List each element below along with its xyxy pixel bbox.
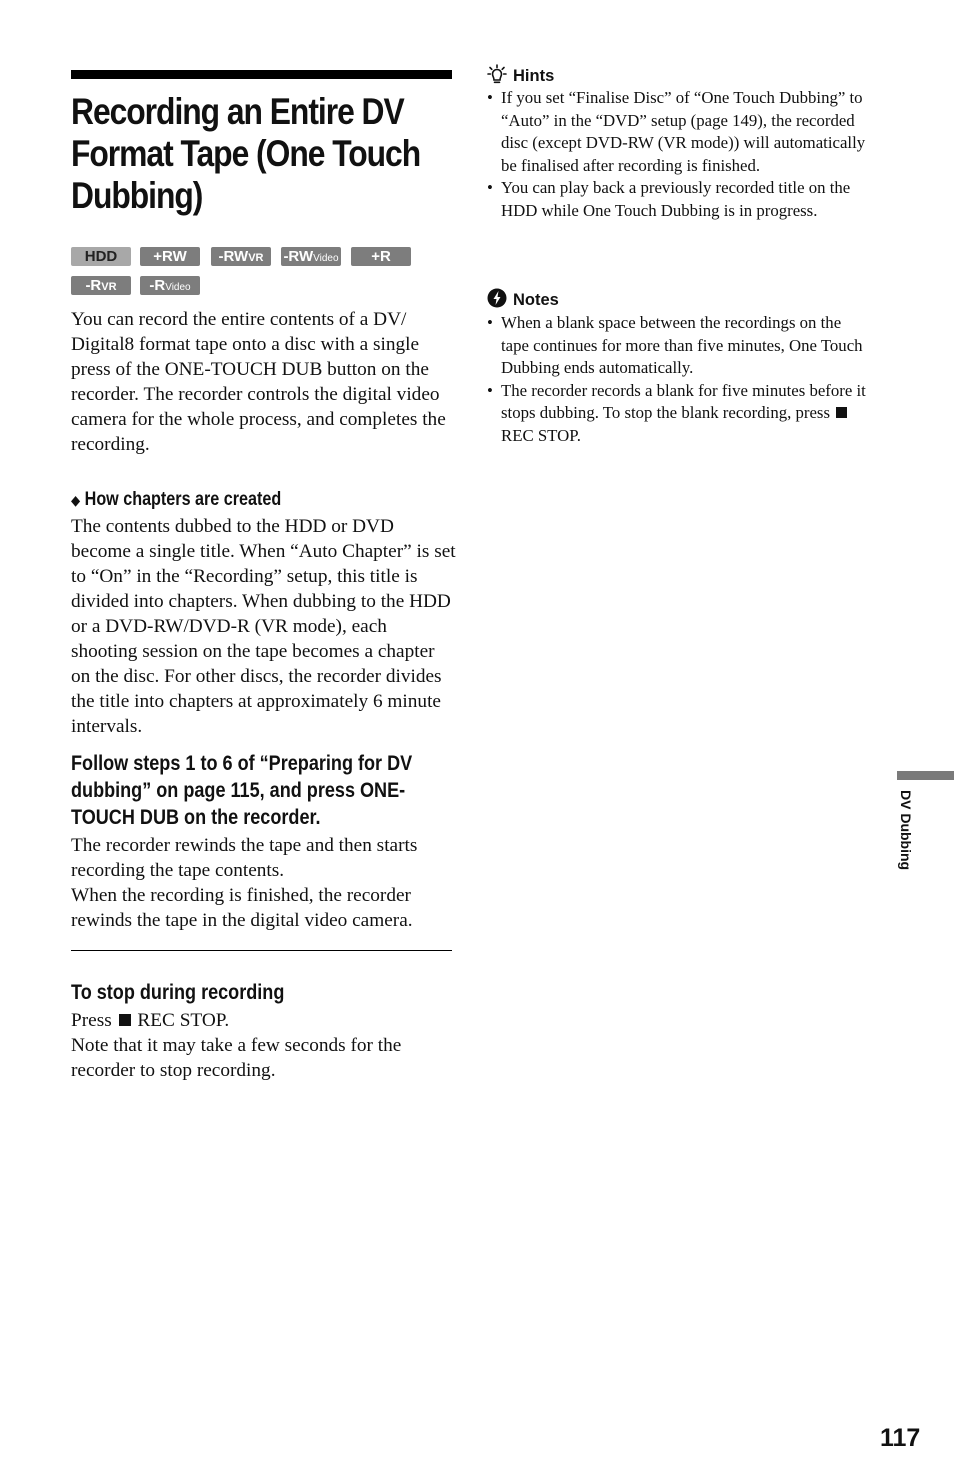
chapters-subheading: ◆ How chapters are created <box>71 489 282 510</box>
hints-list <box>487 87 867 222</box>
note-item: • The recorder records a blank for five minutes before it stops dubbing. To stop the blank recording, press REC STOP. <box>487 380 867 448</box>
stop-square-icon <box>836 407 847 418</box>
badge-minus-r-vr: -RVR <box>71 276 131 295</box>
step-body-line-1: The recorder rewinds the tape and then starts recording the tape contents. <box>71 835 418 881</box>
step-body-line-2: When the recording is finished, the recorder rewinds the tape in the digital video camera. <box>71 885 413 931</box>
hint-item: • If you set “Finalise Disc” of “One Touch Dubbing” to “Auto” in the “DVD” setup (page 149), the recorded disc (except DVD-RW (VR mode)) will automatically be finalised after recording is finished. <box>487 87 867 177</box>
intro-paragraph: You can record the entire contents of a DV/ Digital8 format tape onto a disc with a single press of the ONE-TOUCH DUB button on the recorder. The recorder controls the digital video camera for the whole process, and completes the recording. <box>71 309 446 455</box>
left-column <box>71 70 456 1081</box>
badge-minus-rw-video: -RWVideo <box>281 247 341 266</box>
diamond-icon: ◆ <box>71 492 81 508</box>
stop-note: Note that it may take a few seconds for the recorder to stop recording. <box>71 1035 402 1081</box>
stop-heading: To stop during recording <box>71 981 285 1004</box>
badge-minus-r-video: -RVideo <box>140 276 200 295</box>
step-body <box>71 833 456 933</box>
hints-heading: Hints <box>487 64 554 90</box>
notes-heading: Notes <box>487 288 559 314</box>
stop-body <box>71 1008 456 1083</box>
page-number: 117 <box>880 1424 921 1452</box>
notes-icon <box>487 288 507 314</box>
title-rule <box>71 70 452 79</box>
stop-instruction: Press REC STOP. <box>71 1010 230 1031</box>
badge-plus-rw: +RW <box>140 247 200 266</box>
section-divider <box>71 950 452 951</box>
badge-minus-rw-vr: -RWVR <box>211 247 271 266</box>
hint-item: • You can play back a previously recorded title on the HDD while One Touch Dubbing is in progress. <box>487 177 867 222</box>
chapters-paragraph: The contents dubbed to the HDD or DVD become a single title. When “Auto Chapter” is set to “On” in the “Recording” setup, this title is divided into chapters. When dubbing to the HDD or a DVD-RW/DVD-R (VR mode), each shooting session on the tape becomes a chapter on the disc. For other discs, the recorder divides the title into chapters at approximately 6 minute intervals. <box>71 516 456 737</box>
side-tab-label: DV Dubbing <box>898 790 914 871</box>
page-title: Recording an Entire DV Format Tape (One Touch Dubbing) <box>71 91 421 216</box>
note-item: • When a blank space between the recordings on the tape continues for more than five minutes, One Touch Dubbing ends automatically. <box>487 312 867 380</box>
side-tab-bar <box>897 771 954 780</box>
badge-plus-r: +R <box>351 247 411 266</box>
step-heading: Follow steps 1 to 6 of “Preparing for DV dubbing” on page 115, and press ONE-TOUCH DUB on the recorder. <box>71 752 413 829</box>
notes-list <box>487 312 867 447</box>
stop-square-icon <box>119 1014 131 1026</box>
badge-hdd: HDD <box>71 247 131 266</box>
